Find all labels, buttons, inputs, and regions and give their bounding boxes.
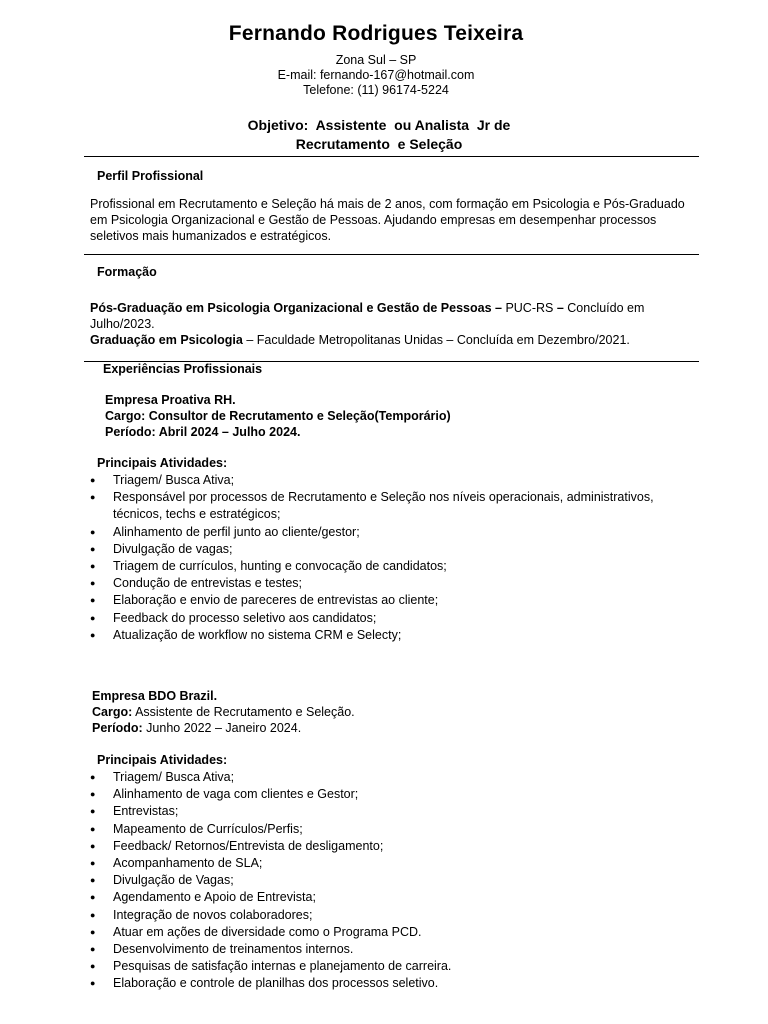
activity-item: ● Triagem de currículos, hunting e convocação de candidatos;	[90, 558, 690, 575]
activity-item: ● Acompanhamento de SLA;	[90, 855, 690, 872]
activity-item: ● Feedback do processo seletivo aos candidatos;	[90, 610, 690, 627]
divider	[84, 156, 699, 157]
education-item-1-dash: –	[556, 301, 564, 315]
job-1-activities-heading: Principais Atividades:	[97, 456, 228, 470]
activity-item: ● Feedback/ Retornos/Entrevista de desligamento;	[90, 838, 690, 855]
job-1-activities-list	[90, 472, 690, 644]
job-2-role-label: Cargo:	[92, 705, 133, 719]
activity-item: ● Elaboração e envio de pareceres de entrevistas ao cliente;	[90, 592, 690, 609]
job-1-company: Empresa Proativa RH.	[105, 393, 236, 407]
activity-item: ● Atualização de workflow no sistema CRM e Selecty;	[90, 627, 690, 644]
activity-item: ● Condução de entrevistas e testes;	[90, 575, 690, 592]
activity-item: ● Integração de novos colaboradores;	[90, 907, 690, 924]
job-2-company: Empresa BDO Brazil.	[92, 689, 218, 703]
activity-item: ● Agendamento e Apoio de Entrevista;	[90, 889, 690, 906]
job-2-activities-heading: Principais Atividades:	[97, 753, 228, 767]
profile-text: Profissional em Recrutamento e Seleção há mais de 2 anos, com formação em Psicologia e Pós-Graduado em Psicologia Organizacional e Gestão de Pessoas. Ajudando empresas em desempenhar processos seletivos mais humanizados e estratégicos.	[90, 197, 685, 243]
activity-item: ● Atuar em ações de diversidade como o Programa PCD.	[90, 924, 690, 941]
activity-item: ● Responsável por processos de Recrutamento e Seleção nos níveis operacionais, administrativos, técnicos, techs e estratégicos;	[90, 489, 690, 523]
job-2-header	[92, 688, 355, 736]
job-2-role	[92, 704, 355, 720]
job-2-period-label: Período:	[92, 721, 143, 735]
education-item-2	[90, 333, 630, 347]
email: E-mail: fernando-167@hotmail.com	[277, 68, 475, 82]
education-item-1	[90, 300, 690, 332]
job-2-activities-list	[90, 769, 690, 993]
experience-heading: Experiências Profissionais	[103, 362, 263, 376]
activity-item: ● Divulgação de vagas;	[90, 541, 690, 558]
activity-item: ● Triagem/ Busca Ativa;	[90, 472, 690, 489]
job-1-role: Cargo: Consultor de Recrutamento e Seleção(Temporário)	[105, 409, 451, 423]
activity-item: ● Mapeamento de Currículos/Perfis;	[90, 821, 690, 838]
objective	[0, 116, 758, 154]
divider	[84, 254, 699, 255]
candidate-name: Fernando Rodrigues Teixeira	[228, 22, 524, 45]
education-item-2-detail: – Faculdade Metropolitanas Unidas – Concluída em Dezembro/2021.	[242, 333, 630, 347]
activity-item: ● Alinhamento de perfil junto ao cliente/gestor;	[90, 524, 690, 541]
activity-item: ● Triagem/ Busca Ativa;	[90, 769, 690, 786]
location: Zona Sul – SP	[335, 53, 417, 67]
phone: Telefone: (11) 96174-5224	[303, 83, 449, 97]
job-1-header	[105, 392, 451, 440]
job-1-period: Período: Abril 2024 – Julho 2024.	[105, 425, 301, 439]
education-item-1-institution: PUC-RS	[501, 301, 557, 315]
education-heading: Formação	[97, 265, 157, 279]
education-item-2-title: Graduação em Psicologia	[90, 333, 243, 347]
profile-heading: Perfil Profissional	[97, 169, 204, 183]
education-item-1-date: Concluído em Julho/2023.	[90, 301, 645, 331]
job-2-role-value: Assistente de Recrutamento e Seleção.	[132, 705, 355, 719]
objective-line-1: Objetivo: Assistente ou Analista Jr de	[247, 117, 511, 133]
job-2-period-value: Junho 2022 – Janeiro 2024.	[142, 721, 302, 735]
objective-line-2: Recrutamento e Seleção	[295, 136, 463, 152]
activity-item: ● Alinhamento de vaga com clientes e Gestor;	[90, 786, 690, 803]
activity-item: ● Elaboração e controle de planilhas dos processos seletivo.	[90, 975, 690, 992]
education-item-1-title: Pós-Graduação em Psicologia Organizacional e Gestão de Pessoas –	[90, 301, 502, 315]
job-2-period	[92, 720, 355, 736]
activity-item: ● Divulgação de Vagas;	[90, 872, 690, 889]
activity-item: ● Pesquisas de satisfação internas e planejamento de carreira.	[90, 958, 690, 975]
activity-item: ● Entrevistas;	[90, 803, 690, 820]
activity-item: ● Desenvolvimento de treinamentos internos.	[90, 941, 690, 958]
